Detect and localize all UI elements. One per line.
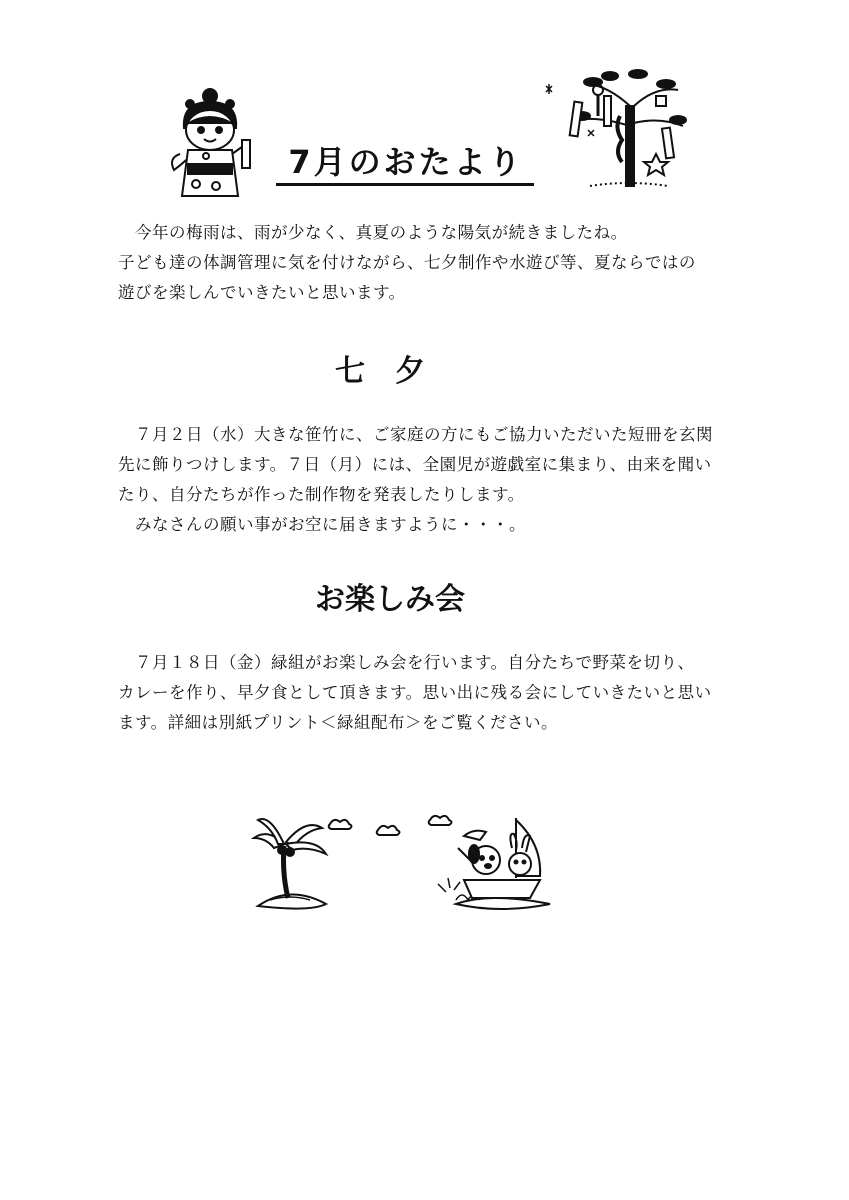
- tanabata-bamboo-icon: [538, 66, 698, 192]
- paragraph-line: カレーを作り、早夕食として頂きます。思い出に残る会にしていきたいと思い: [118, 683, 712, 702]
- paragraph-line: たり、自分たちが作った制作物を発表したりします。: [118, 485, 525, 504]
- paragraph-line: ７月１８日（金）緑組がお楽しみ会を行います。自分たちで野菜を切り、: [118, 653, 695, 672]
- summer-beach-icon: [250, 808, 560, 918]
- paragraph-line: 遊びを楽しんでいきたいと思います。: [118, 283, 406, 302]
- paragraph-line: 今年の梅雨は、雨が少なく、真夏のような陽気が続きましたね。: [118, 223, 628, 242]
- intro-paragraph: [118, 218, 758, 308]
- otanoshimi-paragraph: [118, 648, 758, 738]
- girl-in-yukata-icon: [160, 84, 260, 204]
- tanabata-heading: 七 夕: [335, 354, 425, 389]
- tanabata-paragraph: [118, 420, 758, 540]
- title-underline: [276, 183, 534, 186]
- paragraph-line: ７月２日（水）大きな笹竹に、ご家庭の方にもご協力いただいた短冊を玄関: [118, 425, 713, 444]
- paragraph-line: ます。詳細は別紙プリント＜緑組配布＞をご覧ください。: [118, 713, 559, 732]
- paragraph-line: 子ども達の体調管理に気を付けながら、七夕制作や水遊び等、夏ならではの: [118, 253, 696, 272]
- otanoshimi-heading: お楽しみ会: [315, 582, 465, 617]
- paragraph-line: みなさんの願い事がお空に届きますように・・・。: [118, 515, 526, 534]
- paragraph-line: 先に飾りつけします。７日（月）には、全園児が遊戯室に集まり、由来を聞い: [118, 455, 712, 474]
- page-title: 7月のおたより: [288, 143, 524, 181]
